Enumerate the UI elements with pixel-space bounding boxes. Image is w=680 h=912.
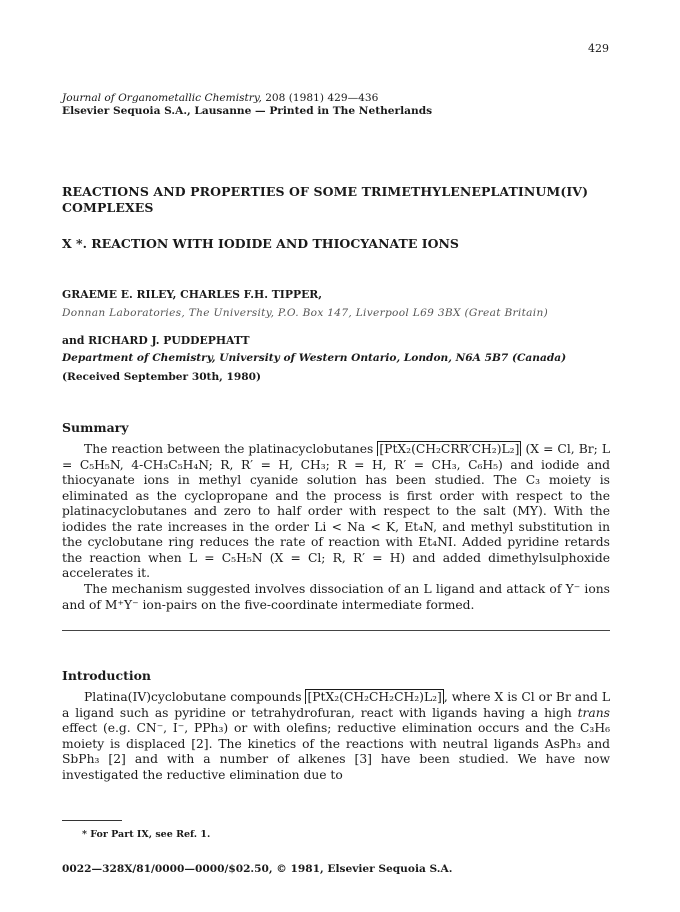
footnote: * For Part IX, see Ref. 1. [82, 829, 211, 840]
summary-p1-rest: (X = Cl, Br; L = C₅H₅N, 4-CH₃C₅H₄N; R, R′ = H, CH₃; R = H, R′ = CH₃, C₆H₅) and iodide and thiocyanate ions in methyl cyanide solution has been studied. The C₃ moiety is eliminated as the cyclopropane and the process is first order with respect to the platinacyclobutanes and zero to half order with respect to the salt (MY). With the iodides the rate increases in the order Li < Na < K, Et₄N, and methyl substitution in the cyclobutane ring reduces the rate of reaction with Et₄NI. Added pyridine retards the reaction when L = C₅H₅N (X = Cl; R, R′ = H) and added dimethylsulphoxide accelerates it. [62, 442, 610, 580]
journal-volume: 208 (1981) 429—436 [265, 92, 379, 104]
intro-formula: [PtX₂(CH₂CH₂CH₂)L₂] [307, 690, 442, 704]
affiliation-2: Department of Chemistry, University of Western Ontario, London, N6A 5B7 (Canada) [62, 352, 567, 364]
journal-name: Journal of Organometallic Chemistry, [62, 92, 262, 104]
summary-paragraph-1 [62, 442, 610, 582]
intro-lead: Platina(IV)cyclobutane compounds [84, 690, 302, 704]
summary-divider [62, 630, 610, 631]
intro-trans-word: trans [577, 705, 610, 720]
article-subtitle: X *. REACTION WITH IODIDE AND THIOCYANATE IONS [62, 236, 459, 251]
authors-group-2: and RICHARD J. PUDDEPHATT [62, 334, 250, 347]
affiliation-1: Donnan Laboratories, The University, P.O. Box 147, Liverpool L69 3BX (Great Britain) [62, 307, 548, 319]
publisher-line: Elsevier Sequoia S.A., Lausanne — Printed in The Netherlands [62, 105, 433, 117]
summary-formula: [PtX₂(CH₂CRR′CH₂)L₂] [379, 442, 520, 456]
article-title: REACTIONS AND PROPERTIES OF SOME TRIMETHYLENEPLATINUM(IV) COMPLEXES [62, 184, 589, 215]
summary-paragraph-2: The mechanism suggested involves dissociation of an L ligand and attack of Y⁻ ions and of M⁺Y⁻ ion-pairs on the five-coordinate intermediate formed. [62, 582, 610, 612]
introduction-paragraph [62, 690, 610, 783]
intro-rest-1: , where X is Cl or Br and L a ligand such as pyridine or tetrahydrofuran, react with ligands having a high [62, 690, 610, 720]
intro-rest-2: effect (e.g. CN⁻, I⁻, PPh₃) or with olefins; reductive elimination occurs and the C₃H₆ moiety is displaced [2]. The kinetics of the reactions with neutral ligands AsPh₃ and SbPh₃ [2] and with a number of alkenes [3] have been studied. We have now investigated the reductive elimination due to [62, 721, 610, 782]
footnote-rule [62, 820, 122, 821]
introduction-heading: Introduction [62, 668, 152, 683]
page-number: 429 [588, 42, 609, 55]
received-date: (Received September 30th, 1980) [62, 371, 262, 383]
journal-citation [62, 92, 432, 105]
copyright-line: 0022—328X/81/0000—0000/$02.50, © 1981, Elsevier Sequoia S.A. [62, 863, 453, 875]
summary-p1-lead: The reaction between the platinacyclobutanes [84, 442, 374, 456]
authors-group-1: GRAEME E. RILEY, CHARLES F.H. TIPPER, [62, 288, 323, 301]
journal-header [62, 92, 432, 118]
summary-heading: Summary [62, 420, 129, 435]
